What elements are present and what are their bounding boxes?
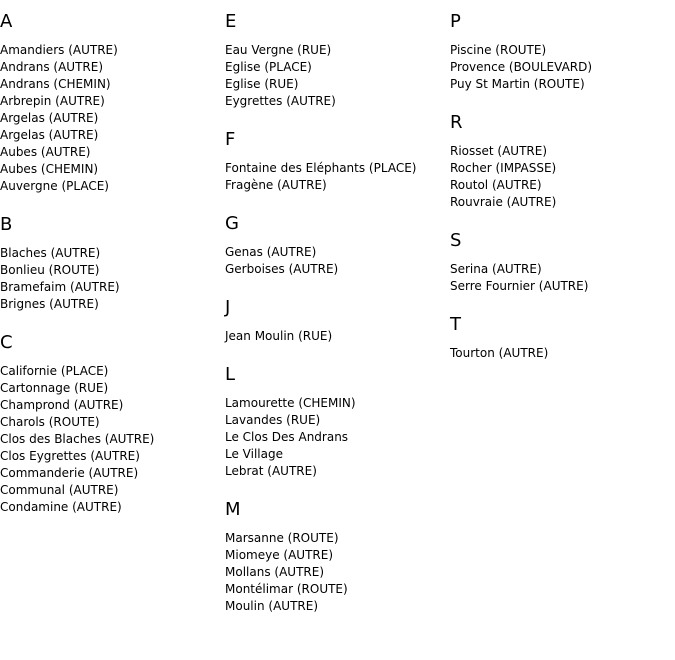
street-list (450, 143, 672, 211)
street-link[interactable]: Gerboises (AUTRE) (225, 262, 339, 276)
street-link[interactable]: Serina (AUTRE) (450, 262, 542, 276)
letter-heading: A (0, 11, 13, 32)
street-link[interactable]: Condamine (AUTRE) (0, 500, 122, 514)
street-link[interactable]: Auvergne (PLACE) (0, 179, 109, 193)
street-list (225, 395, 447, 480)
letter-group (225, 12, 447, 110)
street-link[interactable]: Andrans (AUTRE) (0, 60, 103, 74)
street-link[interactable]: Clos Eygrettes (AUTRE) (0, 449, 140, 463)
street-link[interactable]: Piscine (ROUTE) (450, 43, 547, 57)
street-link[interactable]: Bramefaim (AUTRE) (0, 280, 120, 294)
street-link[interactable]: Arbrepin (AUTRE) (0, 94, 105, 108)
letter-group (450, 12, 672, 93)
street-link[interactable]: Argelas (AUTRE) (0, 111, 99, 125)
street-link[interactable]: Andrans (CHEMIN) (0, 77, 111, 91)
street-link[interactable]: Riosset (AUTRE) (450, 144, 548, 158)
street-link[interactable]: Eygrettes (AUTRE) (225, 94, 336, 108)
letter-group (225, 130, 447, 194)
letter-group (0, 12, 222, 195)
street-link[interactable]: Puy St Martin (ROUTE) (450, 77, 585, 91)
letter-heading: E (225, 11, 237, 32)
street-list (0, 42, 222, 195)
street-link[interactable]: Jean Moulin (RUE) (225, 329, 333, 343)
letter-group (450, 113, 672, 211)
street-link[interactable]: Charols (ROUTE) (0, 415, 100, 429)
street-link[interactable]: Aubes (CHEMIN) (0, 162, 99, 176)
index-column (0, 12, 222, 536)
street-link[interactable]: Rocher (IMPASSE) (450, 161, 557, 175)
street-link[interactable]: Moulin (AUTRE) (225, 599, 318, 613)
street-link[interactable]: Amandiers (AUTRE) (0, 43, 118, 57)
letter-heading: J (225, 297, 231, 318)
letter-heading: L (225, 364, 236, 385)
letter-group (450, 315, 672, 362)
index-column (450, 12, 672, 382)
letter-group (225, 214, 447, 278)
letter-group (0, 215, 222, 313)
street-link[interactable]: Lavandes (RUE) (225, 413, 321, 427)
letter-heading: M (225, 499, 241, 520)
street-link[interactable]: Genas (AUTRE) (225, 245, 317, 259)
letter-group (0, 333, 222, 516)
street-list (0, 363, 222, 516)
street-link[interactable]: Bonlieu (ROUTE) (0, 263, 100, 277)
index-column (225, 12, 447, 635)
letter-heading: G (225, 213, 239, 234)
street-link[interactable]: Argelas (AUTRE) (0, 128, 99, 142)
street-link[interactable]: Eglise (PLACE) (225, 60, 312, 74)
street-link[interactable]: Blaches (AUTRE) (0, 246, 101, 260)
street-link[interactable]: Eau Vergne (RUE) (225, 43, 332, 57)
letter-group (225, 500, 447, 615)
letter-heading: T (450, 314, 461, 335)
street-link[interactable]: Communal (AUTRE) (0, 483, 119, 497)
street-link[interactable]: Clos des Blaches (AUTRE) (0, 432, 155, 446)
street-list (0, 245, 222, 313)
street-link[interactable]: Le Clos Des Andrans (225, 430, 349, 444)
street-link[interactable]: Aubes (AUTRE) (0, 145, 91, 159)
street-link[interactable]: Serre Fournier (AUTRE) (450, 279, 589, 293)
street-link[interactable]: Tourton (AUTRE) (450, 346, 549, 360)
street-link[interactable]: Cartonnage (RUE) (0, 381, 109, 395)
letter-group (225, 365, 447, 480)
street-link[interactable]: Provence (BOULEVARD) (450, 60, 593, 74)
street-list (225, 244, 447, 278)
street-list (225, 530, 447, 615)
street-link[interactable]: Fragène (AUTRE) (225, 178, 327, 192)
street-link[interactable]: Lebrat (AUTRE) (225, 464, 317, 478)
street-list (225, 42, 447, 110)
street-link[interactable]: Commanderie (AUTRE) (0, 466, 139, 480)
street-link[interactable]: Mollans (AUTRE) (225, 565, 324, 579)
street-link[interactable]: Eglise (RUE) (225, 77, 299, 91)
street-list (225, 328, 447, 345)
street-link[interactable]: Routol (AUTRE) (450, 178, 542, 192)
street-link[interactable]: Champrond (AUTRE) (0, 398, 124, 412)
letter-heading: P (450, 11, 461, 32)
street-link[interactable]: Miomeye (AUTRE) (225, 548, 334, 562)
letter-heading: F (225, 129, 236, 150)
letter-group (450, 231, 672, 295)
street-link[interactable]: Lamourette (CHEMIN) (225, 396, 356, 410)
street-link[interactable]: Rouvraie (AUTRE) (450, 195, 557, 209)
street-link[interactable]: Brignes (AUTRE) (0, 297, 99, 311)
street-link[interactable]: Marsanne (ROUTE) (225, 531, 339, 545)
letter-heading: S (450, 230, 462, 251)
street-link[interactable]: Le Village (225, 447, 283, 461)
street-list (225, 160, 447, 194)
street-link[interactable]: Californie (PLACE) (0, 364, 109, 378)
street-list (450, 42, 672, 93)
street-link[interactable]: Montélimar (ROUTE) (225, 582, 348, 596)
street-list (450, 345, 672, 362)
letter-heading: R (450, 112, 463, 133)
street-link[interactable]: Fontaine des Eléphants (PLACE) (225, 161, 417, 175)
letter-heading: B (0, 214, 13, 235)
letter-heading: C (0, 332, 13, 353)
street-list (450, 261, 672, 295)
letter-group (225, 298, 447, 345)
